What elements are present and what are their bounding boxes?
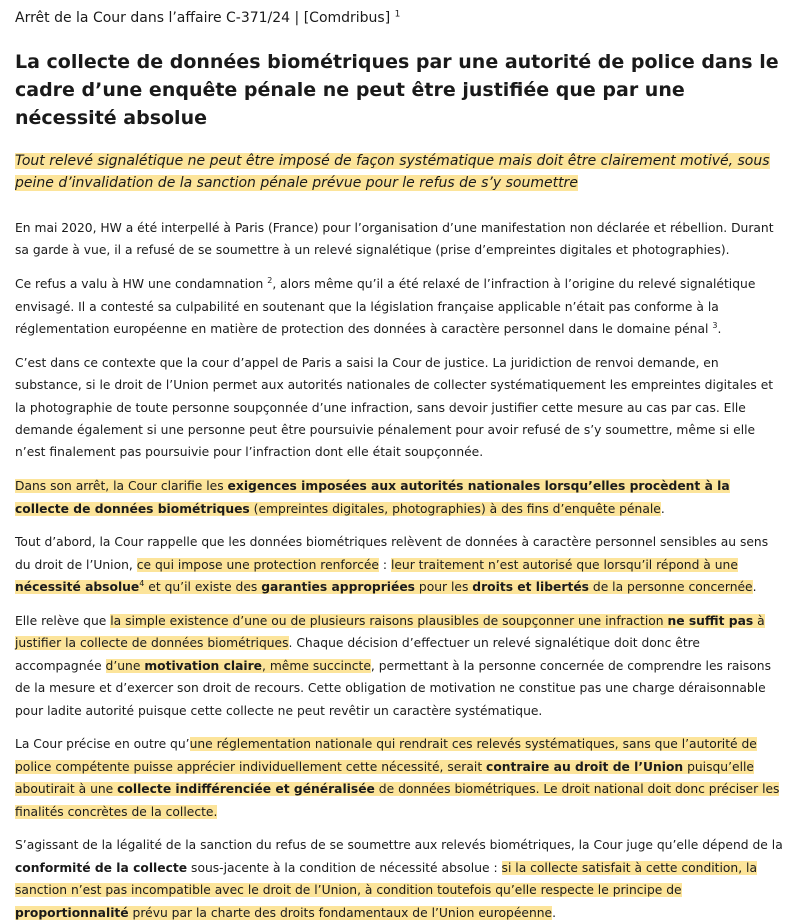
paragraph-1: En mai 2020, HW a été interpellé à Paris (France) pour l’organisation d’une manifestation non déclarée et rébellion. Durant sa garde à vue, il a refusé de se soumettre à un relevé signalétique (prise d’empreintes digitales et photographies).: [15, 221, 774, 258]
p2-text-b: , alors même qu’il a été relaxé de l’infraction à l’origine du relevé signalétique envisagé. Il a contesté sa culpabilité en soutenant que la législation française applicable n’était pas conforme à la réglementation européenne en matière de protection des données à caractère personnel dans le domaine pénal: [15, 277, 756, 337]
p6-highlight-2: [106, 659, 371, 673]
p4-highlight: [15, 479, 730, 515]
p2-text-a: Ce refus a valu à HW une condamnation: [15, 277, 268, 292]
p5-text-h: pour les: [415, 580, 473, 595]
p6-text-i: , permettant à la personne concernée de comprendre les raisons de la mesure et d’exercer son droit de recours. Cette obligation de motivation ne constitue pas une charge déraisonnable pour ladite autorité puisque cette collecte ne peut revêtir un caractère systématique.: [15, 658, 771, 718]
p5-text-f: et qu’il existe des: [144, 580, 262, 595]
paragraph-5: [15, 531, 786, 598]
p5-highlight-protection: ce qui impose une protection renforcée: [136, 557, 379, 572]
header-text: Arrêt de la Cour dans l’affaire C-371/24 | [Comdribus]: [15, 10, 391, 26]
p6-text-h: , même succincte: [262, 658, 371, 673]
p6-text-f: d’une: [105, 658, 145, 673]
p7-text-b: une réglementation nationale qui rendrait ces relevés systématiques, sans que l’autorité de police compétente puisse apprécier individuellement cette nécessité, serait: [15, 737, 757, 774]
p7-bold-contrary: contraire au droit de l’Union: [486, 759, 684, 774]
p4-text-c: (empreintes digitales, photographies) à des fins d’enquête pénale: [249, 501, 661, 516]
footnote-ref-4[interactable]: 4: [139, 579, 145, 589]
p5-text-c: :: [378, 557, 391, 572]
p8-text-a: S’agissant de la légalité de la sanction du refus de se soumettre aux relevés biométriques, la Cour juge qu’elle dépend de la: [15, 838, 783, 853]
p5-text-j: de la personne concernée: [588, 580, 753, 595]
p5-text-a: Tout d’abord, la Cour rappelle que les données biométriques relèvent de données à caractère personnel sensibles au sens du droit de l’Union,: [15, 535, 769, 572]
page-title: La collecte de données biométriques par une autorité de police dans le cadre d’une enquête pénale ne peut être justifiée que par une nécessité absolue: [15, 51, 779, 129]
p6-bold-not-sufficient: ne suffit pas: [667, 614, 754, 629]
p7-text-f: de données biométriques. Le droit national doit donc préciser les finalités concrètes de la collecte.: [15, 782, 780, 819]
p8-text-g: .: [552, 905, 557, 920]
paragraph-3: C’est dans ce contexte que la cour d’appel de Paris a saisi la Cour de justice. La juridiction de renvoi demande, en substance, si le droit de l’Union permet aux autorités nationales de collecter systématiquement les empreintes digitales et la photographie de toute personne soupçonnée d’une infraction, sans devoir justifier cette mesure au cas par cas. Elle demande également si une personne peut être poursuivie pénalement pour avoir refusé de s’y soumettre, même si elle n’est finalement pas poursuivie pour l’infraction dont elle était soupçonnée.: [15, 355, 774, 460]
p8-bold-proportionality: proportionnalité: [15, 905, 129, 920]
subtitle-highlight: Tout relevé signalétique ne peut être imposé de façon systématique mais doit être clairement motivé, sous peine d’invalidation de la sanction pénale prévue pour le refus de s’y soumettre: [15, 153, 770, 191]
p6-text-e: . Chaque décision d’effectuer un relevé signalétique doit donc être accompagnée: [15, 636, 700, 673]
paragraph-6: [15, 610, 786, 722]
p7-text-a: La Cour précise en outre qu’: [15, 737, 190, 752]
document-header: [15, 8, 786, 28]
p4-text-d: .: [660, 501, 665, 516]
p6-text-d: à justifier la collecte de données biométriques: [15, 614, 765, 651]
p6-bold-motivation: motivation claire: [144, 658, 262, 673]
p8-text-f: prévu par la charte des droits fondamentaux de l’Union européenne: [128, 905, 553, 920]
paragraph-2: [15, 273, 786, 340]
p4-text-a: Dans son arrêt, la Cour clarifie les: [15, 479, 228, 494]
footnote-ref-1[interactable]: 1: [394, 9, 401, 20]
p5-text-d: leur traitement n’est autorisé que lorsqu’il répond à une: [390, 557, 738, 572]
paragraph-7: [15, 733, 786, 823]
p5-bold-rights: droits et libertés: [472, 580, 589, 595]
footnote-ref-3[interactable]: 3: [712, 320, 718, 330]
p4-bold-requirements: exigences imposées aux autorités nationales lorsqu’elles procèdent à la collecte de données biométriques: [15, 479, 730, 516]
p8-text-d: si la collecte satisfait à cette condition, la sanction n’est pas incompatible avec le droit de l’Union, à condition toutefois qu’elle respecte le principe de: [15, 860, 757, 898]
subtitle: [15, 150, 786, 194]
paragraph-8: [15, 834, 786, 924]
p8-bold-conformity: conformité de la collecte: [15, 860, 188, 875]
p5-bold-necessity: nécessité absolue: [15, 580, 140, 595]
p6-text-a: Elle relève que: [15, 614, 111, 629]
p6-text-b: la simple existence d’une ou de plusieurs raisons plausibles de soupçonner une infraction: [110, 614, 668, 629]
footnote-ref-2[interactable]: 2: [267, 276, 273, 286]
paragraph-4: [15, 475, 786, 520]
p8-text-c: sous-jacente à la condition de nécessité absolue :: [187, 860, 502, 875]
p7-bold-indiscriminate: collecte indifférenciée et généralisée: [117, 782, 375, 797]
p7-text-d: puisqu’elle aboutirait à une: [15, 759, 754, 797]
p5-bold-guarantees: garanties appropriées: [261, 580, 415, 595]
p5-text-k: .: [752, 580, 757, 595]
p2-text-c: .: [717, 322, 722, 337]
